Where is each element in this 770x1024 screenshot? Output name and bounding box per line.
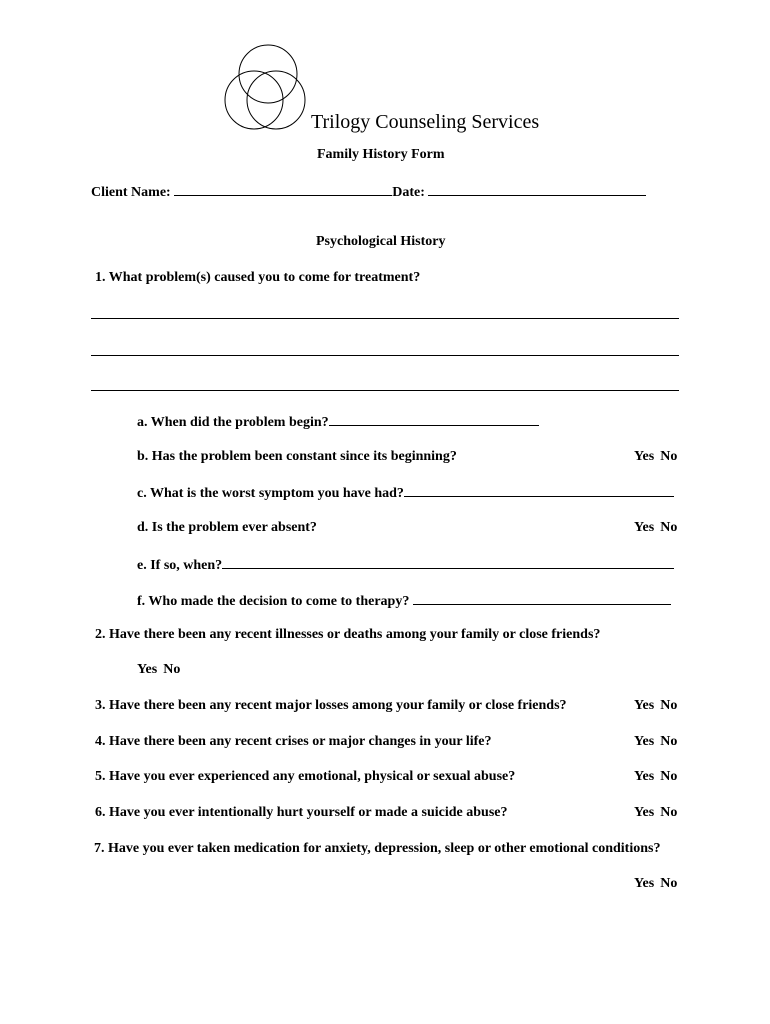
section-title: Psychological History — [316, 234, 446, 249]
question-1: 1. What problem(s) caused you to come for treatment? — [95, 270, 421, 285]
no-option[interactable]: No — [660, 520, 678, 535]
question-1c: c. What is the worst symptom you have had? — [137, 484, 674, 502]
no-option[interactable]: No — [660, 734, 678, 749]
yes-option[interactable]: Yes — [634, 769, 655, 784]
yes-no-3 — [634, 698, 683, 714]
yes-option[interactable]: Yes — [634, 449, 655, 464]
question-6: 6. Have you ever intentionally hurt yourself or made a suicide abuse? — [95, 805, 508, 820]
question-4: 4. Have there been any recent crises or major changes in your life? — [95, 734, 492, 749]
yes-no-1d — [634, 520, 683, 536]
yes-no-7 — [634, 876, 683, 892]
answer-line-3[interactable] — [91, 390, 679, 391]
yes-no-6 — [634, 805, 683, 821]
client-name-label: Client Name: — [91, 185, 171, 200]
no-option[interactable]: No — [660, 449, 678, 464]
company-name: Trilogy Counseling Services — [311, 111, 540, 133]
answer-1f-field[interactable] — [413, 592, 671, 605]
date-field[interactable] — [428, 183, 646, 196]
question-5: 5. Have you ever experienced any emotional, physical or sexual abuse? — [95, 769, 516, 784]
yes-no-1b — [634, 449, 683, 465]
client-name-field[interactable] — [174, 183, 392, 196]
yes-no-5 — [634, 769, 683, 785]
question-3: 3. Have there been any recent major losses among your family or close friends? — [95, 698, 567, 713]
yes-option[interactable]: Yes — [634, 698, 655, 713]
answer-1e-field[interactable] — [222, 556, 674, 569]
trilogy-logo-icon — [224, 44, 306, 134]
answer-1c-field[interactable] — [404, 484, 674, 497]
question-1b: b. Has the problem been constant since its beginning? — [137, 449, 457, 464]
yes-option[interactable]: Yes — [634, 876, 655, 891]
form-title: Family History Form — [317, 147, 445, 162]
yes-option[interactable]: Yes — [137, 662, 158, 677]
question-2: 2. Have there been any recent illnesses or deaths among your family or close friends? — [95, 627, 601, 642]
date-label: Date: — [392, 185, 425, 200]
question-1e: e. If so, when? — [137, 556, 674, 574]
yes-option[interactable]: Yes — [634, 805, 655, 820]
answer-line-1[interactable] — [91, 318, 679, 319]
question-1f: f. Who made the decision to come to therapy? — [137, 592, 671, 610]
yes-option[interactable]: Yes — [634, 734, 655, 749]
no-option[interactable]: No — [660, 769, 678, 784]
answer-line-2[interactable] — [91, 355, 679, 356]
no-option[interactable]: No — [163, 662, 181, 677]
yes-option[interactable]: Yes — [634, 520, 655, 535]
client-name-row — [91, 183, 646, 201]
no-option[interactable]: No — [660, 698, 678, 713]
yes-no-2 — [137, 662, 186, 678]
yes-no-4 — [634, 734, 683, 750]
question-1a: a. When did the problem begin? — [137, 413, 539, 431]
no-option[interactable]: No — [660, 805, 678, 820]
question-1d: d. Is the problem ever absent? — [137, 520, 317, 535]
answer-1a-field[interactable] — [329, 413, 539, 426]
no-option[interactable]: No — [660, 876, 678, 891]
question-7: 7. Have you ever taken medication for anxiety, depression, sleep or other emotional conditions? — [94, 841, 661, 856]
